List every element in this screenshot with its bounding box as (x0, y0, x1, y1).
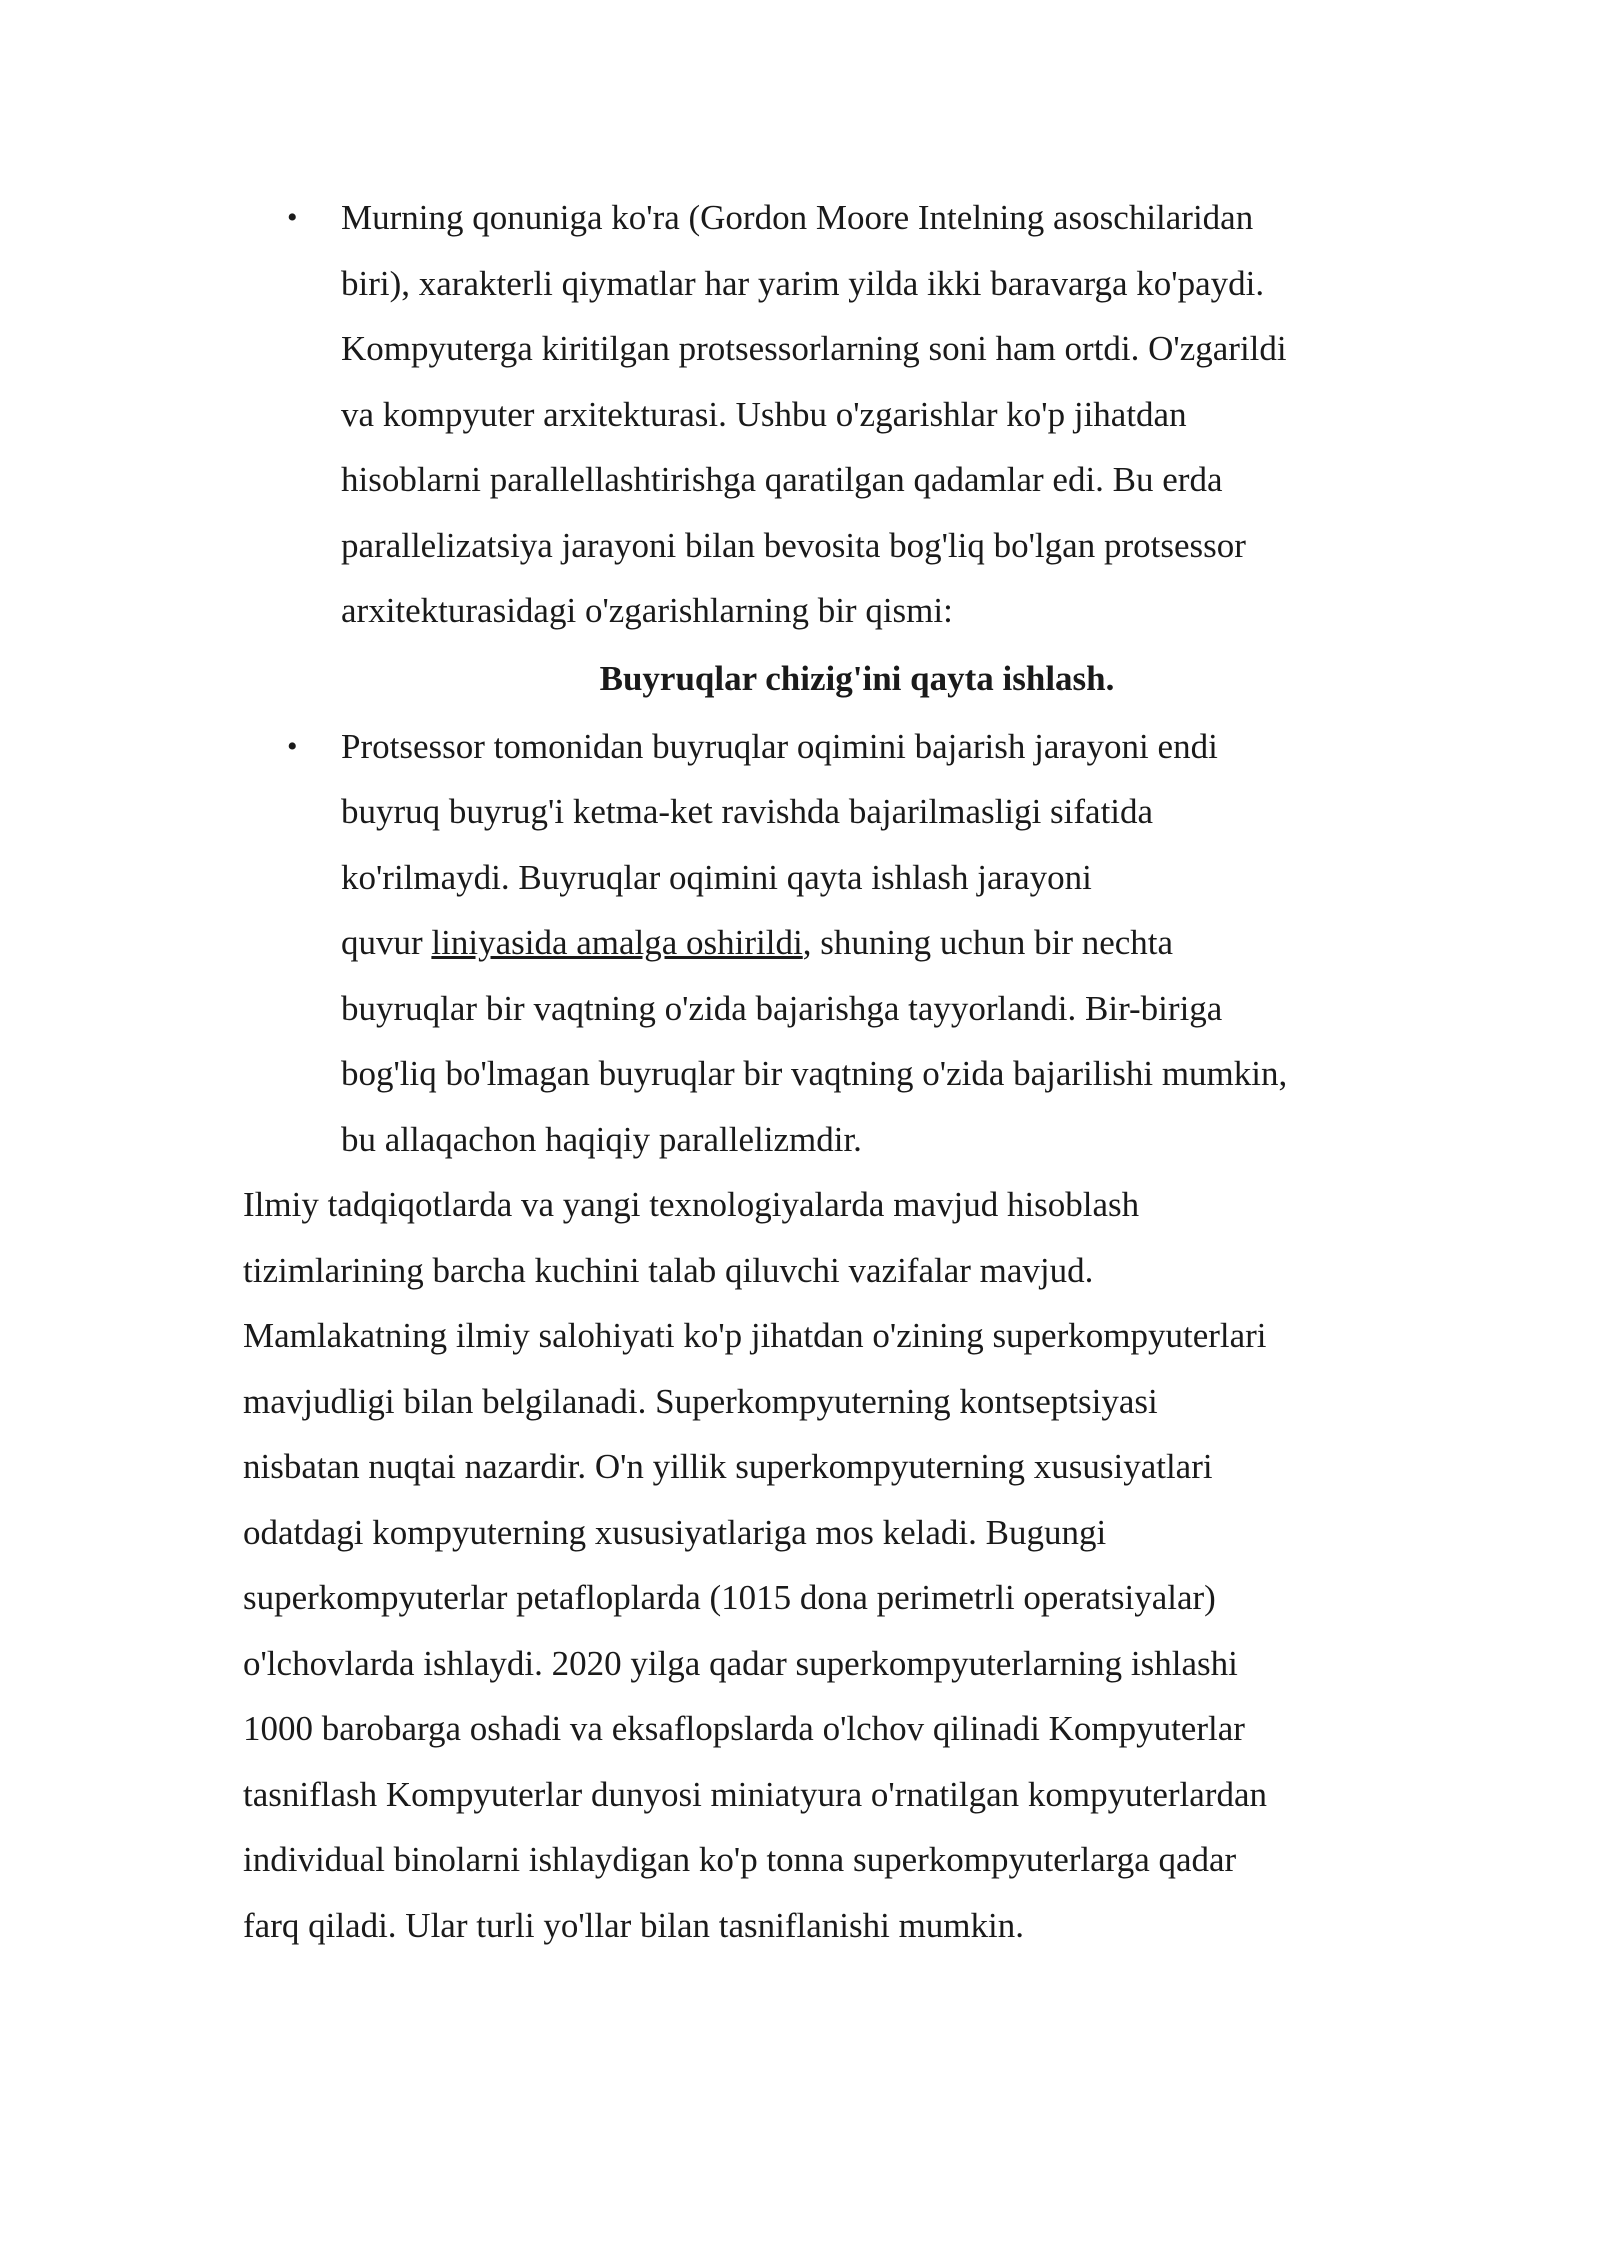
text-line: buyruqlar bir vaqtning o'zida bajarishga tayyorlandi. Bir-biriga (341, 988, 1223, 1028)
bullet-marker: • (287, 729, 298, 763)
text-line: tizimlarining barcha kuchini talab qiluvchi vazifalar mavjud. (243, 1250, 1094, 1290)
text-line: Ilmiy tadqiqotlarda va yangi texnologiyalarda mavjud hisoblash (243, 1185, 1140, 1224)
text-fragment: quvur (341, 923, 432, 962)
text-line: superkompyuterlar petafloplarda (1015 dona perimetrli operatsiyalar) (243, 1578, 1216, 1617)
text-line: Kompyuterga kiritilgan protsessorlarning soni ham ortdi. O'zgarildi (341, 329, 1287, 368)
text-line: biri), xarakterli qiymatlar har yarim yilda ikki baravarga ko'paydi. (341, 263, 1265, 303)
text-line: Mamlakatning ilmiy salohiyati ko'p jihatdan o'zining superkompyuterlari (243, 1316, 1267, 1355)
text-line: farq qiladi. Ular turli yo'llar bilan tasniflanishi mumkin. (243, 1905, 1025, 1945)
text-line: ko'rilmaydi. Buyruqlar oqimini qayta ishlash jarayoni (341, 857, 1092, 897)
text-line-with-link (341, 910, 1373, 976)
text-line: odatdagi kompyuterning xususiyatlariga mos keladi. Bugungi (243, 1512, 1107, 1552)
text-line: arxitekturasidagi o'zgarishlarning bir qismi: (341, 591, 953, 630)
pipeline-link[interactable]: liniyasida amalga oshirildi (431, 923, 803, 962)
section-heading: Buyruqlar chizig'ini qayta ishlash. (599, 658, 1115, 698)
document-page (243, 185, 1373, 1958)
text-line: buyruq buyrug'i ketma-ket ravishda bajarilmasligi sifatida (341, 792, 1154, 831)
bullet-item-moore-law (243, 185, 1373, 644)
text-line: hisoblarni parallellashtirishga qaratilgan qadamlar edi. Bu erda (341, 460, 1223, 499)
text-line: Murning qonuniga ko'ra (Gordon Moore Intelning asoschilaridan (341, 198, 1254, 237)
text-line: 1000 barobarga oshadi va eksaflopslarda o'lchov qilinadi Kompyuterlar (243, 1709, 1245, 1748)
text-line: bu allaqachon haqiqiy parallelizmdir. (341, 1119, 862, 1159)
text-line: individual binolarni ishlaydigan ko'p tonna superkompyuterlarga qadar (243, 1840, 1237, 1879)
text-line: parallelizatsiya jarayoni bilan bevosita bog'liq bo'lgan protsessor (341, 525, 1246, 565)
text-line: mavjudligi bilan belgilanadi. Superkompyuterning kontseptsiyasi (243, 1381, 1158, 1421)
body-paragraph (243, 1172, 1373, 1958)
text-line: o'lchovlarda ishlaydi. 2020 yilga qadar superkompyuterlarning ishlashi (243, 1643, 1238, 1683)
text-line: tasniflash Kompyuterlar dunyosi miniatyura o'rnatilgan kompyuterlardan (243, 1774, 1267, 1814)
text-line: Protsessor tomonidan buyruqlar oqimini bajarish jarayoni endi (341, 726, 1218, 766)
text-fragment: , shuning uchun bir nechta (802, 923, 1174, 962)
text-line: bog'liq bo'lmagan buyruqlar bir vaqtning o'zida bajarilishi mumkin, (341, 1054, 1288, 1093)
bullet-item-pipeline (243, 714, 1373, 1173)
text-line: va kompyuter arxitekturasi. Ushbu o'zgarishlar ko'p jihatdan (341, 394, 1187, 434)
text-line: nisbatan nuqtai nazardir. O'n yillik superkompyuterning xususiyatlari (243, 1447, 1213, 1486)
bullet-marker: • (287, 201, 298, 234)
